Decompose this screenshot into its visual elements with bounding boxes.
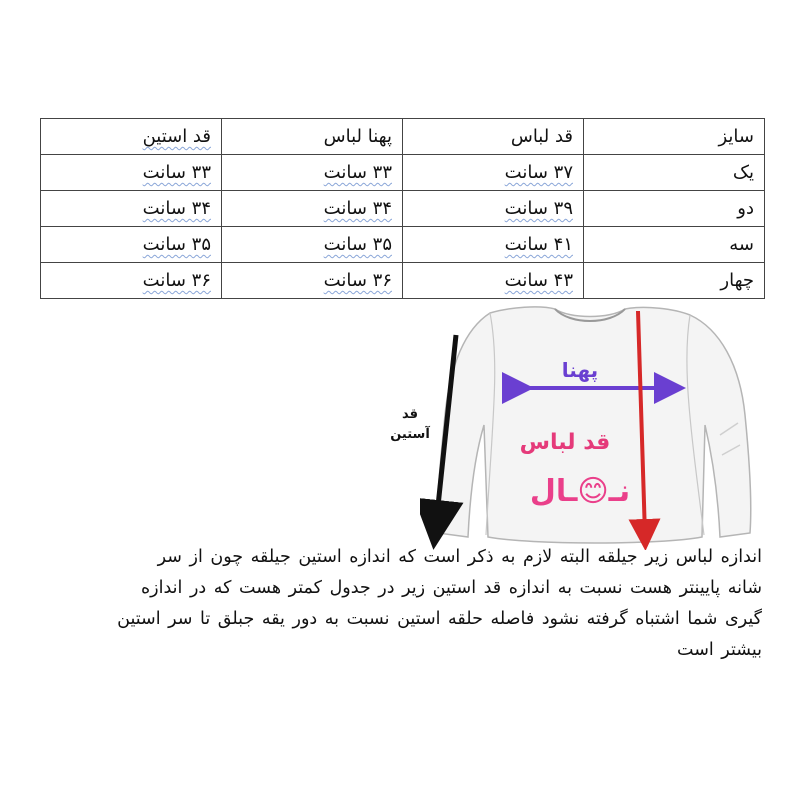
sleeve-label-line2: آستین bbox=[390, 427, 430, 442]
header-length: قد لباس bbox=[403, 119, 584, 155]
table-header-row bbox=[41, 119, 765, 155]
sleeve-label-line1: قد bbox=[401, 407, 419, 422]
note-line: شانه پایینتر هست نسبت به اندازه قد استین زیر در جدول کمتر هست که در اندازه bbox=[140, 578, 762, 598]
cell-length: ۳۹ سانت bbox=[403, 191, 584, 227]
cell-width: ۳۴ سانت bbox=[222, 191, 403, 227]
size-note bbox=[40, 542, 762, 666]
cell-length: ۴۱ سانت bbox=[403, 227, 584, 263]
table-row bbox=[41, 155, 765, 191]
cell-sleeve: ۳۶ سانت bbox=[41, 263, 222, 299]
header-size: سایز bbox=[584, 119, 765, 155]
brand-logo: نـ😊ـال bbox=[529, 474, 631, 509]
width-label: پهنا bbox=[561, 358, 599, 382]
cell-size: دو bbox=[584, 191, 765, 227]
table-row bbox=[41, 227, 765, 263]
cell-sleeve: ۳۵ سانت bbox=[41, 227, 222, 263]
cell-size: چهار bbox=[584, 263, 765, 299]
header-sleeve: قد استین bbox=[41, 119, 222, 155]
table-row bbox=[41, 191, 765, 227]
length-label: قد لباس bbox=[519, 430, 611, 455]
cell-width: ۳۵ سانت bbox=[222, 227, 403, 263]
note-line: بیشتر است bbox=[677, 640, 762, 660]
shirt-diagram bbox=[420, 305, 760, 550]
cell-width: ۳۶ سانت bbox=[222, 263, 403, 299]
cell-length: ۴۳ سانت bbox=[403, 263, 584, 299]
cell-size: یک bbox=[584, 155, 765, 191]
shirt-illustration bbox=[420, 305, 760, 550]
cell-width: ۳۳ سانت bbox=[222, 155, 403, 191]
header-width: پهنا لباس bbox=[222, 119, 403, 155]
note-line: گیری شما اشتباه گرفته نشود فاصله حلقه استین نسبت به دور یقه جبلق تا سر استین bbox=[117, 609, 762, 629]
size-table bbox=[40, 118, 765, 299]
cell-sleeve: ۳۳ سانت bbox=[41, 155, 222, 191]
table-row bbox=[41, 263, 765, 299]
cell-sleeve: ۳۴ سانت bbox=[41, 191, 222, 227]
sleeve-label bbox=[370, 405, 450, 445]
cell-length: ۳۷ سانت bbox=[403, 155, 584, 191]
cell-size: سه bbox=[584, 227, 765, 263]
note-line: اندازه لباس زیر جیلقه البته لازم به ذکر است که اندازه استین جیلقه چون از سر bbox=[157, 547, 762, 567]
